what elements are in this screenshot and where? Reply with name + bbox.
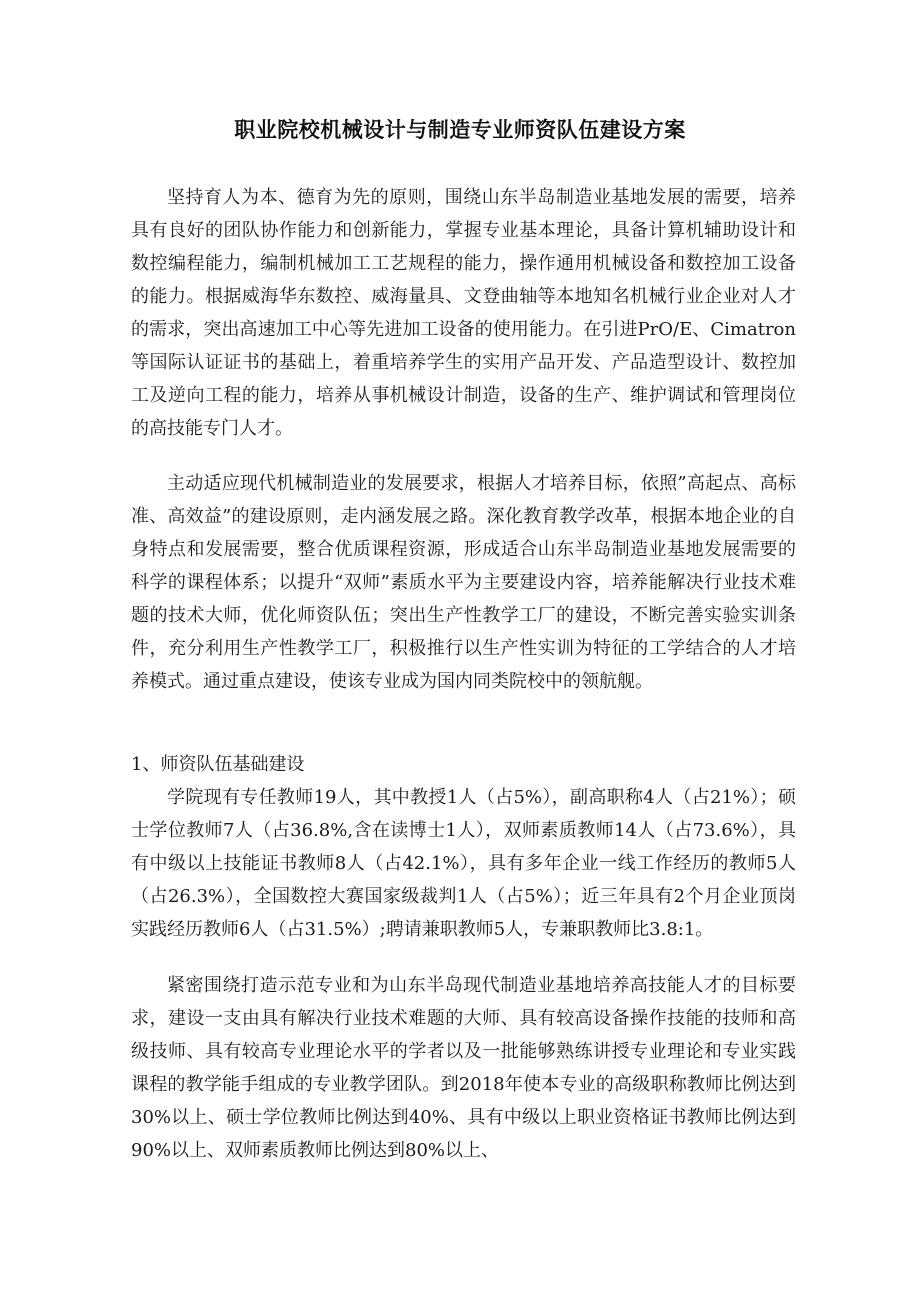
paragraph-objectives: 坚持育人为本、德育为先的原则，围绕山东半岛制造业基地发展的需要，培养具有良好的团队协作能力和创新能力，掌握专业基本理论，具备计算机辅助设计和数控编程能力，编制机械加工工艺规程的能力，操作通用机械设备和数控加工设备的能力。根据威海华东数控、威海量具、文登曲轴等本地知名机械行业企业对人才的需求，突出高速加工中心等先进加工设备的使用能力。在引进PrO/E、Cimatron等国际认证证书的基础上，着重培养学生的实用产品开发、产品造型设计、数控加工及逆向工程的能力，培养从事机械设计制造，设备的生产、维护调试和管理岗位的高技能专门人才。: [131, 187, 796, 439]
paragraph-faculty-status: 学院现有专任教师19人，其中教授1人（占5%），副高职称4人（占21%）；硕士学位教师7人（占36.8%,含在读博士1人），双师素质教师14人（占73.6%），具有中级以上技能证书教师8人（占42.1%），具有多年企业一线工作经历的教师5人（占26.3%），全国数控大赛国家级裁判1人（占5%）；近三年具有2个月企业顶岗实践经历教师6人（占31.5%）;聘请兼职教师5人，专兼职教师比3.8:1。: [131, 787, 796, 940]
paragraph-faculty-goals: 紧密围绕打造示范专业和为山东半岛现代制造业基地培养高技能人才的目标要求，建设一支由具有解决行业技术难题的大师、具有较高设备操作技能的技师和高级技师、具有较高专业理论水平的学者以及一批能够熟练讲授专业理论和专业实践课程的教学能手组成的专业教学团队。到2018年使本专业的高级职称教师比例达到30%以上、硕士学位教师比例达到40%、具有中级以上职业资格证书教师比例达到90%以上、双师素质教师比例达到80%以上、: [131, 975, 796, 1161]
document-title: 职业院校机械设计与制造专业师资队伍建设方案: [234, 118, 686, 142]
paragraph-development: 主动适应现代机械制造业的发展要求，根据人才培养目标，依照”高起点、高标准、高效益”的建设原则，走内涵发展之路。深化教育教学改革，根据本地企业的自身特点和发展需要，整合优质课程资源，形成适合山东半岛制造业基地发展需要的科学的课程体系；以提升“双师”素质水平为主要建设内容，培养能解决行业技术难题的技术大师，优化师资队伍；突出生产性教学工厂的建设，不断完善实验实训条件，充分利用生产性教学工厂，积极推行以生产性实训为特征的工学结合的人才培养模式。通过重点建设，使该专业成为国内同类院校中的领航舰。: [131, 473, 796, 692]
section-heading: 1、师资队伍基础建设: [131, 754, 305, 775]
